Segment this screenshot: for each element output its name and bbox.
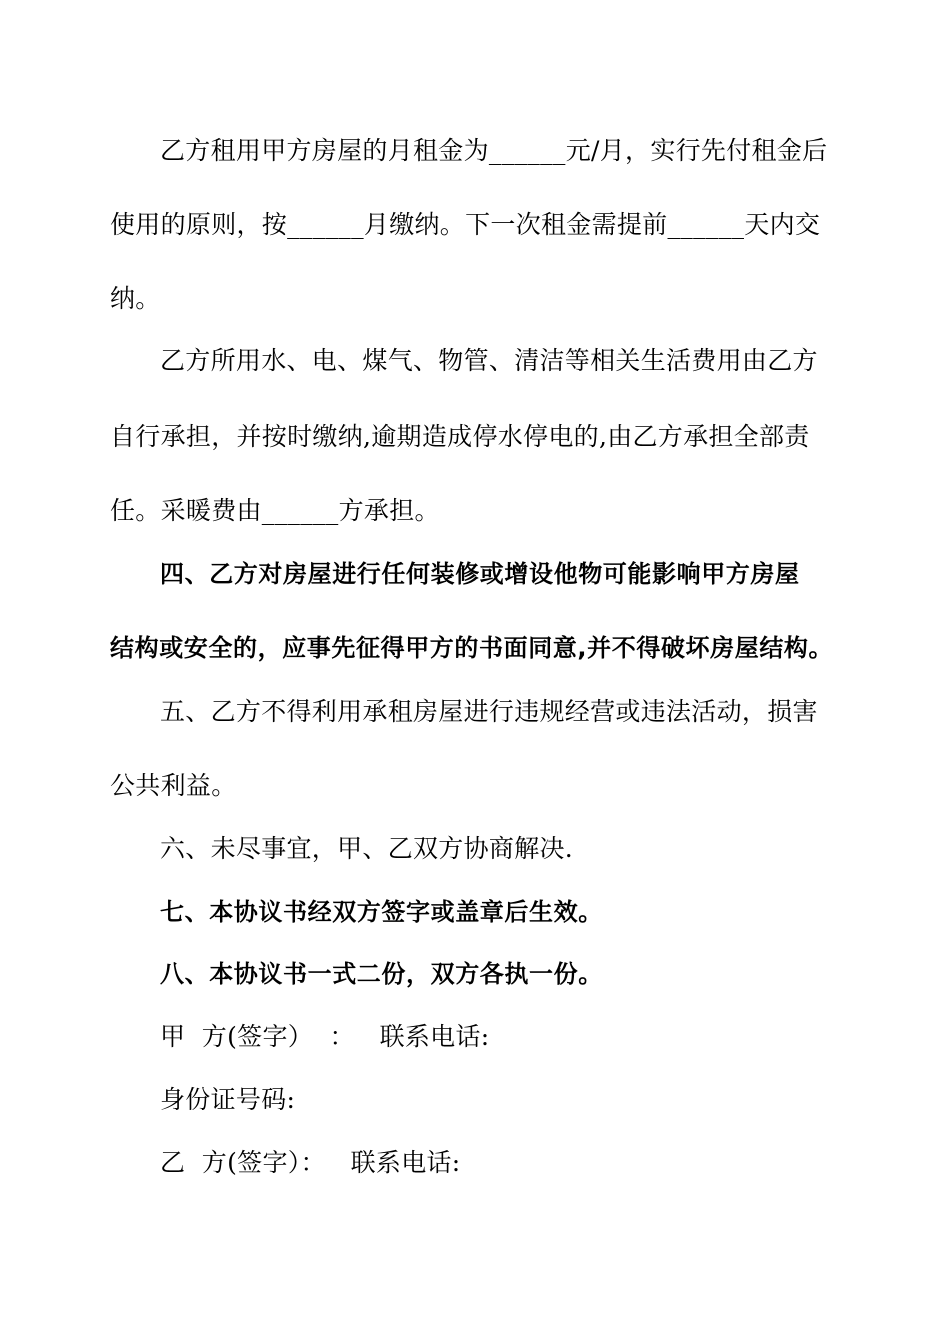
paragraph-utilities-line-3: 任。采暖费由______方承担。 <box>110 496 440 525</box>
clause-8: 八、本协议书一式二份，双方各执一份。 <box>160 960 603 988</box>
clause-4-line-2: 结构或安全的，应事先征得甲方的书面同意,并不得破坏房屋结构。 <box>110 634 834 662</box>
paragraph-rent-line-3: 纳。 <box>110 284 161 313</box>
clause-7: 七、本协议书经双方签字或盖章后生效。 <box>160 898 603 926</box>
paragraph-rent-line-1: 乙方租用甲方房屋的月租金为______元/月，实行先付租金后 <box>160 136 828 165</box>
paragraph-utilities-line-2: 自行承担，并按时缴纳,逾期造成停水停电的,由乙方承担全部责 <box>110 422 810 451</box>
party-a-signature-line: 甲 方(签字） ： 联系电话: <box>160 1022 490 1051</box>
clause-5-line-1: 五、乙方不得利用承租房屋进行违规经营或违法活动，损害 <box>160 697 818 726</box>
paragraph-utilities-line-1: 乙方所用水、电、煤气、物管、清洁等相关生活费用由乙方 <box>160 346 818 375</box>
paragraph-rent-line-2: 使用的原则，按______月缴纳。下一次租金需提前______天内交 <box>110 210 821 239</box>
clause-4-line-1: 四、乙方对房屋进行任何装修或增设他物可能影响甲方房屋 <box>160 560 800 588</box>
party-b-signature-line: 乙 方(签字）： 联系电话: <box>160 1148 461 1177</box>
clause-6: 六、未尽事宜，甲、乙双方协商解决. <box>160 834 574 863</box>
id-number-line: 身份证号码: <box>160 1085 296 1114</box>
clause-5-line-2: 公共利益。 <box>110 771 237 800</box>
